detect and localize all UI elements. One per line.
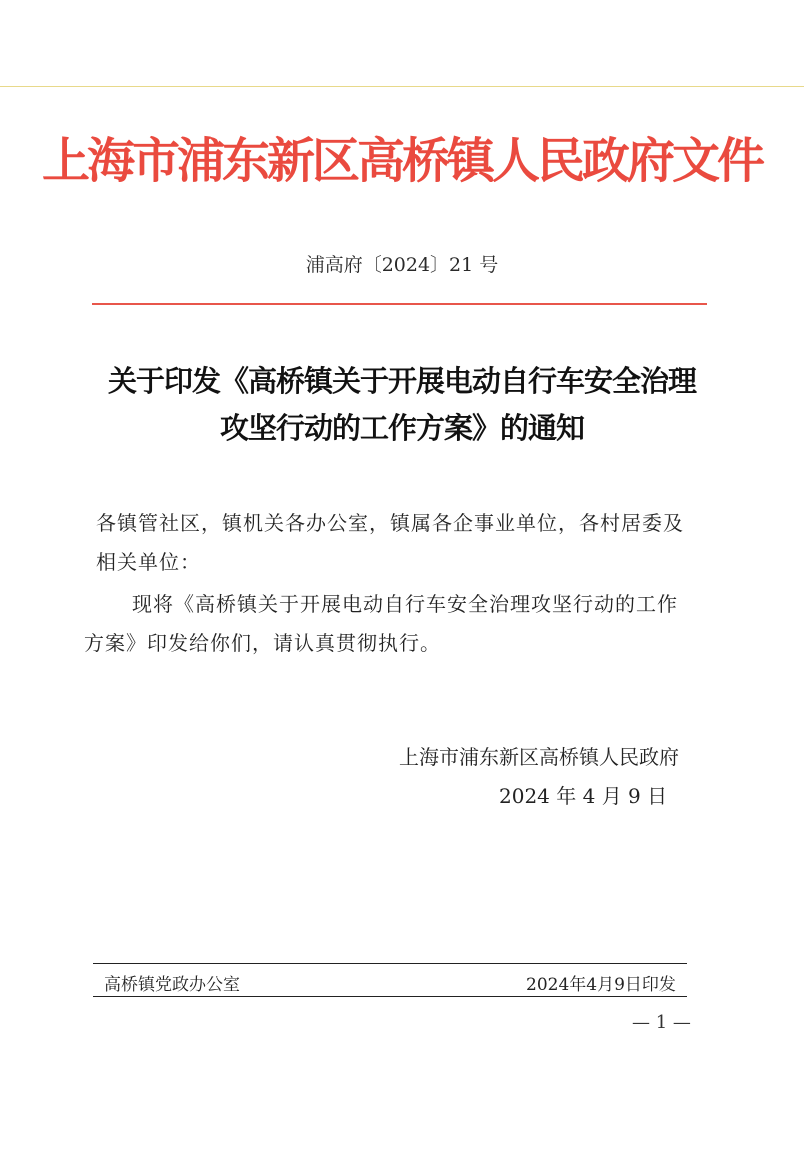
footer-issue-date: 2024年4月9日印发: [526, 975, 676, 995]
document-header-title: 上海市浦东新区高桥镇人民政府文件: [41, 133, 762, 189]
body-content-line-2: 方案》印发给你们，请认真贯彻执行。: [84, 631, 441, 655]
body-content-line-1: 现将《高桥镇关于开展电动自行车安全治理攻坚行动的工作: [132, 592, 678, 616]
notice-title-line-2: 攻坚行动的工作方案》的通知: [219, 411, 584, 445]
header-divider-red-line: [92, 303, 707, 305]
notice-title-line-1: 关于印发《高桥镇关于开展电动自行车安全治理: [107, 364, 696, 398]
footer-top-rule: [93, 963, 687, 964]
footer-bottom-rule: [93, 996, 687, 997]
recipients-line-2: 相关单位：: [96, 550, 201, 574]
document-number: 浦高府〔2024〕21 号: [305, 254, 499, 276]
recipients-line-1: 各镇管社区，镇机关各办公室，镇属各企事业单位，各村居委及: [96, 511, 684, 535]
issuer-signature: 上海市浦东新区高桥镇人民政府: [399, 745, 679, 769]
top-edge-rule: [0, 86, 804, 87]
signature-date: 2024 年 4 月 9 日: [499, 784, 668, 808]
footer-issuing-office: 高桥镇党政办公室: [104, 975, 240, 995]
page-number: — 1 —: [632, 1012, 691, 1033]
